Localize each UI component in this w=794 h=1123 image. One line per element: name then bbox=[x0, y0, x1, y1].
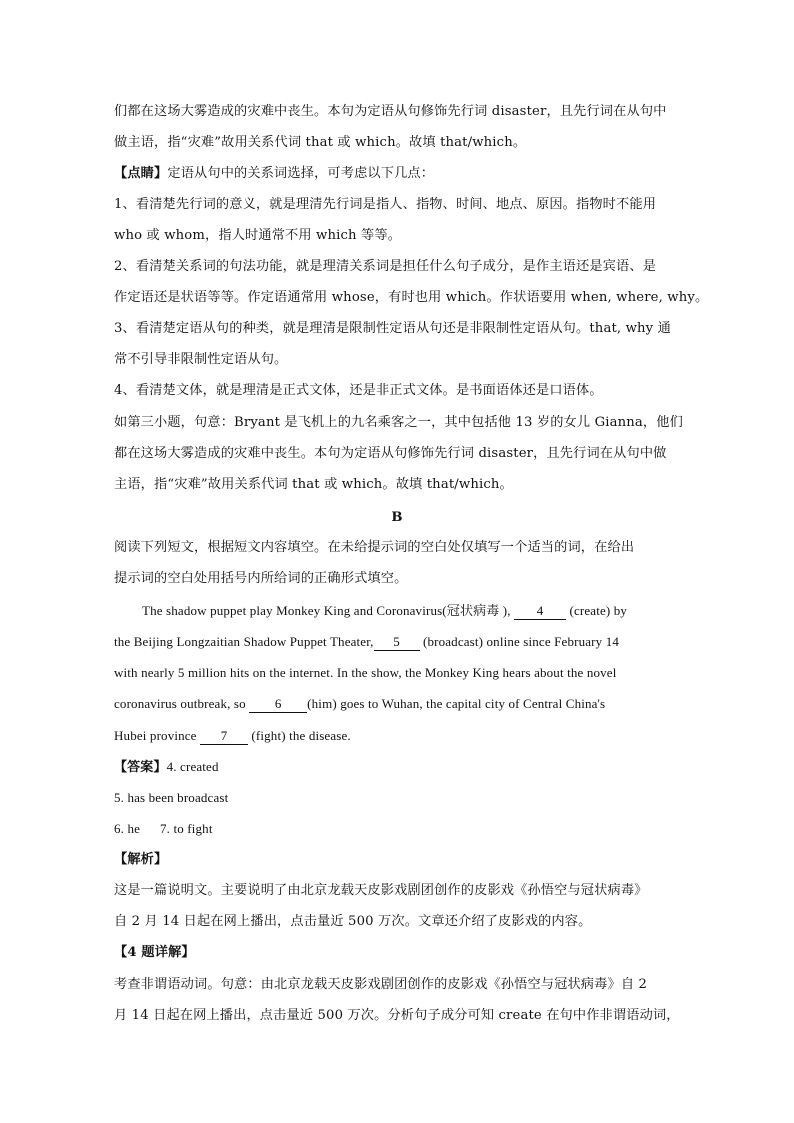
passage-line bbox=[142, 601, 708, 621]
point-line: 常不引导非限制性定语从句。 bbox=[114, 352, 288, 367]
example-line: 如第三小题，句意：Bryant 是飞机上的九名乘客之一，其中包括他 13 岁的女儿 Gianna，他们 bbox=[114, 415, 683, 430]
passage-line bbox=[114, 632, 680, 652]
analysis-label: 【解析】 bbox=[114, 852, 168, 867]
section-b-heading: B bbox=[391, 510, 403, 525]
answer-6: 6. he bbox=[114, 821, 141, 836]
example-line: 主语，指“灾难”故用关系代词 that 或 which。故填 that/which。 bbox=[114, 477, 513, 492]
answer-line bbox=[114, 757, 680, 777]
blank-6: 6 bbox=[249, 696, 307, 713]
analysis-text-line: 这是一篇说明文。主要说明了由北京龙载天皮影戏剧团创作的皮影戏《孙悟空与冠状病毒》 bbox=[114, 883, 648, 898]
answer-4: 4. created bbox=[166, 759, 219, 774]
example-line: 都在这场大雾造成的灾难中丧生。本句为定语从句修饰先行词 disaster，且先行词在从句中做 bbox=[114, 446, 667, 461]
passage-line bbox=[114, 694, 680, 714]
point-line: 2、看清楚关系词的句法功能，就是理清关系词是担任什么句子成分，是作主语还是宾语、是 bbox=[114, 259, 657, 274]
point-line: 3、看清楚定语从句的种类，就是理清是限制性定语从句还是非限制性定语从句。that, why 通 bbox=[114, 321, 671, 336]
answer-7: 7. to fight bbox=[160, 821, 213, 836]
blank-4: 4 bbox=[514, 603, 566, 620]
answer-label: 【答案】 bbox=[114, 759, 167, 774]
q4-detail-line: 考查非谓语动词。句意：由北京龙载天皮影戏剧团创作的皮影戏《孙悟空与冠状病毒》自 2 bbox=[114, 977, 648, 992]
q4-detail-line: 月 14 日起在网上播出，点击量近 500 万次。分析句子成分可知 create 在句中作非谓语动词， bbox=[114, 1008, 680, 1023]
passage-text: The shadow puppet play Monkey King and Coronavirus(冠状病毒 ), bbox=[142, 603, 511, 618]
passage-text: (create) by bbox=[569, 603, 628, 618]
answer-5: 5. has been broadcast bbox=[114, 790, 229, 805]
passage-line: with nearly 5 million hits on the internet. In the show, the Monkey King hears about the novel bbox=[114, 665, 617, 680]
passage-text: coronavirus outbreak, so bbox=[114, 696, 246, 711]
passage-text: (him) goes to Wuhan, the capital city of Central China's bbox=[307, 696, 606, 711]
passage-text: (broadcast) online since February 14 bbox=[423, 634, 620, 649]
passage-text: (fight) the disease. bbox=[251, 728, 351, 743]
tip-label: 【点睛】 bbox=[114, 166, 168, 181]
point-line: 4、看清楚文体，就是理清是正式文体，还是非正式文体。是书面语体还是口语体。 bbox=[114, 383, 603, 398]
analysis-line: 做主语，指“灾难”故用关系代词 that 或 which。故填 that/which。 bbox=[114, 135, 527, 150]
blank-5: 5 bbox=[374, 634, 420, 651]
analysis-text-line: 自 2 月 14 日起在网上播出，点击量近 500 万次。文章还介绍了皮影戏的内容。 bbox=[114, 914, 592, 929]
q4-detail-label: 【4 题详解】 bbox=[114, 945, 195, 960]
instruction-line: 阅读下列短文，根据短文内容填空。在未给提示词的空白处仅填写一个适当的词，在给出 bbox=[114, 540, 635, 555]
passage-text: Hubei province bbox=[114, 728, 197, 743]
point-line: 作定语还是状语等等。作定语通常用 whose，有时也用 which。作状语要用 when, where, why。 bbox=[114, 290, 709, 305]
tip-text: 定语从句中的关系词选择，可考虑以下几点： bbox=[167, 166, 435, 181]
passage-line bbox=[114, 726, 680, 746]
answer-line bbox=[114, 819, 680, 839]
analysis-line: 们都在这场大雾造成的灾难中丧生。本句为定语从句修饰先行词 disaster，且先行词在从句中 bbox=[114, 104, 667, 119]
blank-7: 7 bbox=[200, 728, 248, 745]
point-line: who 或 whom，指人时通常不用 which 等等。 bbox=[114, 228, 402, 243]
passage-text: the Beijing Longzaitian Shadow Puppet Theater, bbox=[114, 634, 374, 649]
instruction-line: 提示词的空白处用括号内所给词的正确形式填空。 bbox=[114, 571, 408, 586]
tip-paragraph bbox=[114, 164, 680, 184]
point-line: 1、看清楚先行词的意义，就是理清先行词是指人、指物、时间、地点、原因。指物时不能用 bbox=[114, 197, 657, 212]
